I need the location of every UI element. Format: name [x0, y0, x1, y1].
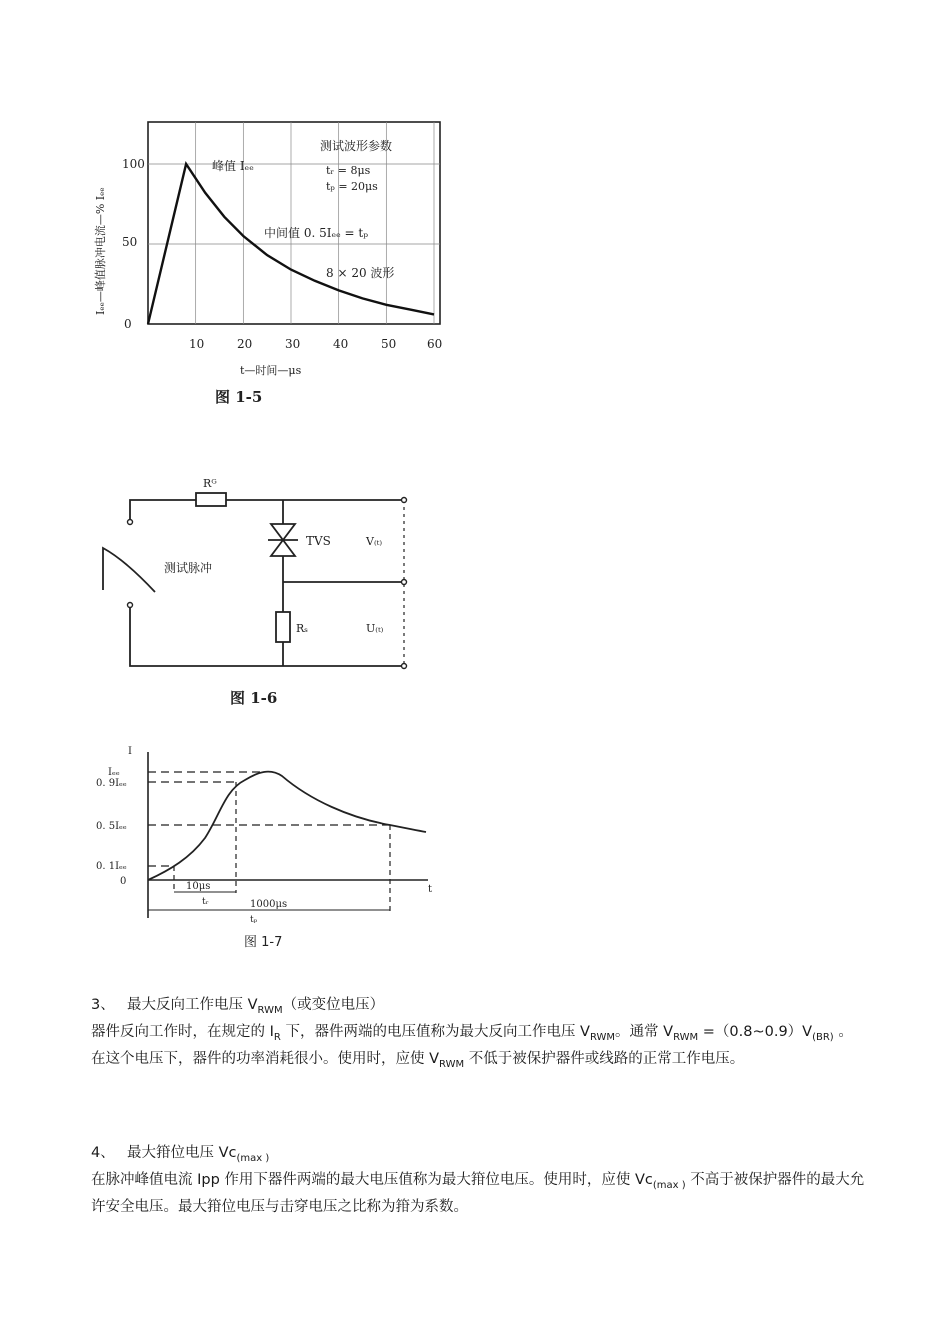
- wire-bottom: [130, 605, 404, 666]
- label-test-pulse: 测试脉冲: [164, 561, 213, 575]
- terminal: [402, 498, 407, 503]
- chart-grid: [148, 122, 440, 324]
- param-tr: tᵣ = 8μs: [326, 164, 371, 177]
- title-subscript: (max ): [236, 1153, 270, 1164]
- dim-tp: tₚ: [250, 915, 258, 925]
- body-text: 不低于被保护器件或线路的正常工作电压。: [464, 1051, 745, 1067]
- terminal: [128, 603, 133, 608]
- y-top-label: I: [128, 746, 132, 757]
- x-tick-label: 30: [285, 337, 301, 351]
- figure-1-6-terminals: [128, 498, 407, 669]
- label-zero: 0: [120, 876, 127, 887]
- body-text: =（0.8~0.9）V: [698, 1024, 813, 1040]
- label-05ipp: 0. 5Iₑₑ: [96, 821, 127, 832]
- section-number: 4、: [91, 1145, 115, 1161]
- figure-caption: 图 1-5: [215, 388, 263, 406]
- terminal: [402, 580, 407, 585]
- figure-1-5-chart: [93, 122, 442, 406]
- section-title: [127, 1140, 269, 1167]
- body-subscript: RWM: [673, 1032, 699, 1043]
- label-rg: Rᴳ: [203, 477, 217, 490]
- terminal: [128, 520, 133, 525]
- terminal: [402, 664, 407, 669]
- body-subscript: RWM: [439, 1059, 465, 1070]
- y-tick-0: 0: [124, 317, 132, 331]
- body-subscript: (BR): [812, 1032, 834, 1043]
- figure-caption: 图 1-7: [244, 935, 283, 950]
- label-01ipp: 0. 1Iₑₑ: [96, 861, 127, 872]
- section-4-heading: [91, 1140, 866, 1167]
- x-tick-label: 10: [189, 337, 205, 351]
- x-axis-label: t—时间—μs: [240, 364, 302, 377]
- label-ipp: Iₑₑ: [108, 767, 120, 778]
- dim-1000us: 1000μs: [250, 899, 288, 910]
- y-tick-50: 50: [122, 235, 138, 249]
- section-3: [91, 992, 866, 1073]
- x-tick-labels: [189, 337, 442, 351]
- x-end-label: t: [428, 884, 433, 895]
- body-text: 。在这个电压下，器件的功率消耗很小。使用时，应使 V: [91, 1024, 853, 1067]
- params-title: 测试波形参数: [320, 139, 393, 153]
- pulse-curve: [148, 772, 426, 880]
- body-subscript: R: [273, 1032, 281, 1043]
- resistor-rg: [196, 493, 226, 506]
- body-subscript: RWM: [589, 1032, 616, 1043]
- wire-top-left: [130, 500, 196, 522]
- body-text: 不高于被保护器件的最大允许安全电压。最大箝位电压与击穿电压之比称为箝为系数。: [91, 1172, 865, 1215]
- label-rs: Rₛ: [296, 622, 308, 635]
- section-4: [91, 1140, 866, 1221]
- body-text: 器件反向工作时，在规定的 I: [91, 1024, 274, 1040]
- label-tvs: TVS: [306, 534, 331, 548]
- title-subscript: RWM: [257, 1005, 283, 1016]
- resistor-rs: [276, 612, 290, 642]
- section-3-body: [91, 1019, 866, 1073]
- label-u: U₍ₜ₎: [366, 622, 384, 635]
- x-tick-label: 50: [381, 337, 397, 351]
- peak-label: 峰值 Iₑₑ: [212, 159, 254, 173]
- y-axis-label: Iₑₑ—峰值脉冲电流—% Iₑₑ: [94, 187, 107, 315]
- title-text: 最大反向工作电压 V: [127, 997, 258, 1013]
- section-title: [127, 992, 384, 1019]
- x-tick-label: 20: [237, 337, 253, 351]
- dim-tr: tᵣ: [202, 897, 209, 907]
- y-tick-100: 100: [122, 157, 145, 171]
- dim-10us: 10μs: [186, 881, 211, 892]
- body-text: 。通常 V: [615, 1024, 674, 1040]
- section-3-heading: [91, 992, 866, 1019]
- figure-1-6-circuit: [103, 493, 404, 666]
- title-text: （或变位电压）: [282, 997, 385, 1013]
- x-tick-label: 60: [427, 337, 443, 351]
- figure-caption: 图 1-6: [230, 689, 278, 707]
- waveform-label: 8 × 20 波形: [326, 266, 395, 280]
- chart-frame: [148, 122, 440, 324]
- pulse-source-symbol: [103, 548, 155, 592]
- mid-value-label: 中间值 0. 5Iₑₑ = tₚ: [264, 226, 369, 240]
- body-text: 在脉冲峰值电流 Ipp 作用下器件两端的最大电压值称为最大箝位电压。使用时，应使 Vc: [91, 1172, 653, 1188]
- param-tp: tₚ = 20μs: [326, 180, 378, 193]
- label-09ipp: 0. 9Iₑₑ: [96, 778, 127, 789]
- tvs-symbol: [268, 524, 298, 556]
- section-4-body: [91, 1167, 866, 1221]
- body-subscript: (max ): [652, 1180, 686, 1191]
- label-v: V₍ₜ₎: [366, 535, 383, 548]
- body-text: 下，器件两端的电压值称为最大反向工作电压 V: [280, 1024, 590, 1040]
- figure-1-7-chart: [148, 752, 428, 918]
- x-tick-label: 40: [333, 337, 349, 351]
- title-text: 最大箝位电压 Vc: [127, 1145, 237, 1161]
- section-number: 3、: [91, 997, 115, 1013]
